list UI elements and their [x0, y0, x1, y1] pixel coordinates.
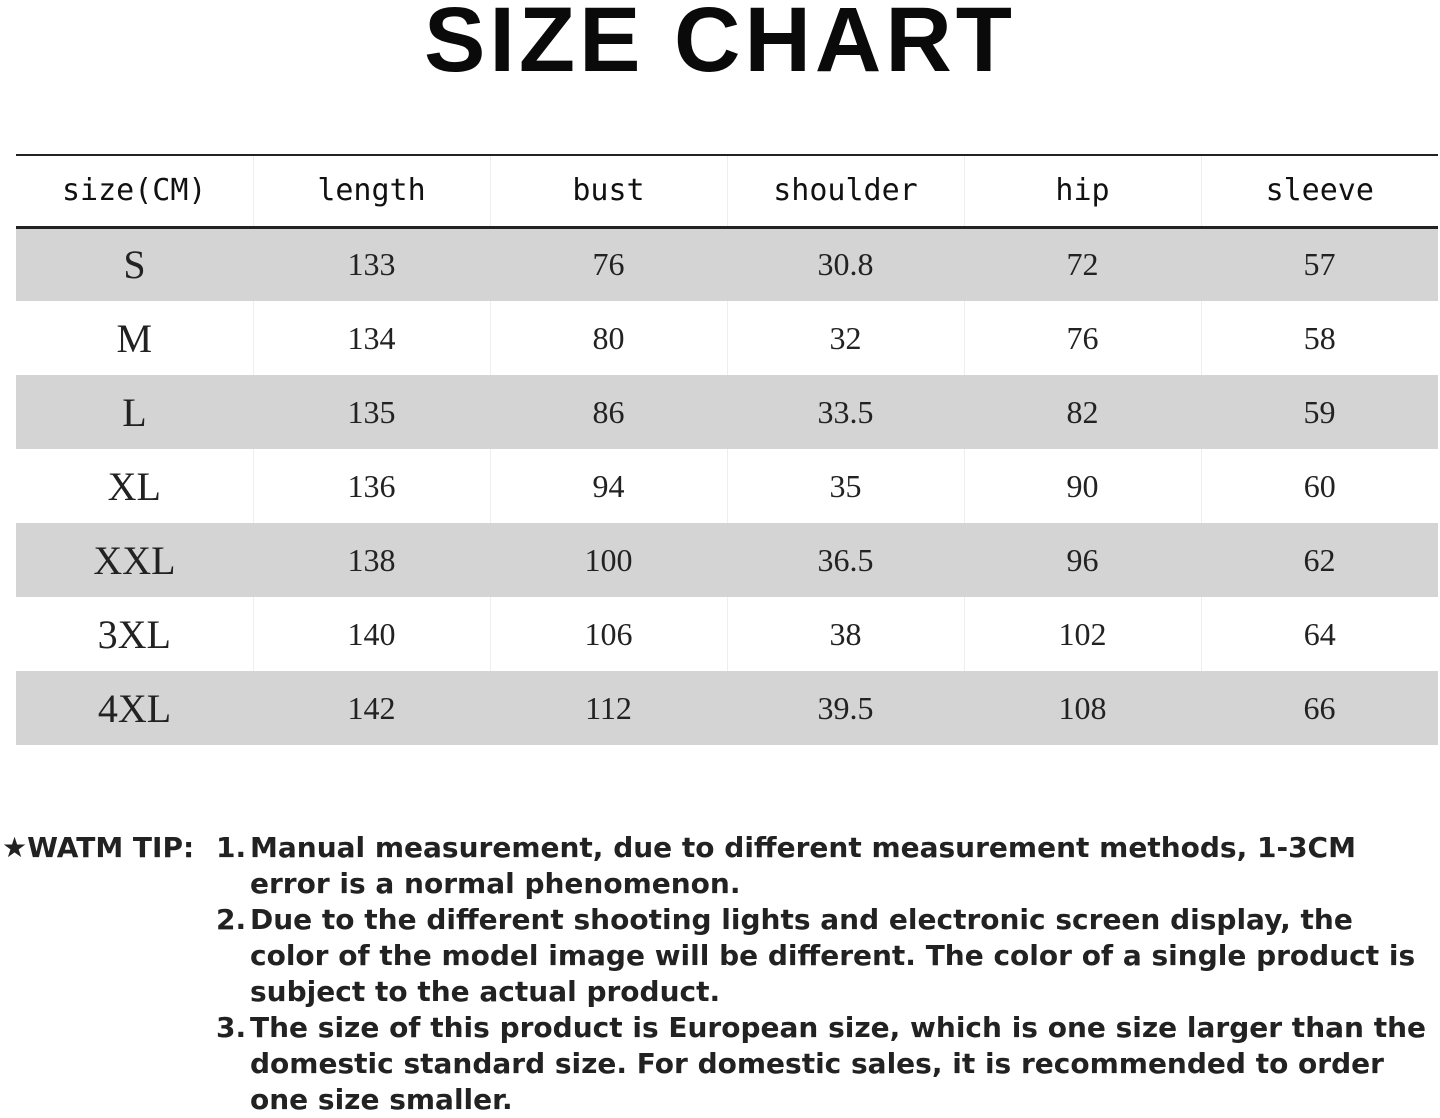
column-header-bust: bust: [490, 155, 727, 227]
hip-cell: 72: [1066, 246, 1099, 283]
tip-item: [216, 902, 1426, 1010]
size-cell: S: [123, 242, 146, 288]
hip-cell: 90: [964, 449, 1201, 523]
column-header-shoulder: shoulder: [727, 155, 964, 227]
bust-cell: 112: [585, 689, 632, 726]
tip-text: Due to the different shooting lights and electronic screen display, the color of the model image will be different. The color of a single product is subject to the actual product.: [250, 903, 1416, 1008]
length-cell: 136: [253, 449, 490, 523]
size-table: [16, 154, 1438, 745]
shoulder-cell: 32: [727, 301, 964, 375]
size-cell: 3XL: [16, 597, 253, 671]
table-row: [16, 523, 1438, 597]
length-cell: 138: [347, 541, 396, 578]
size-cell: 4XL: [97, 685, 172, 731]
column-header-hip: hip: [964, 155, 1201, 227]
table-row: [16, 597, 1438, 671]
shoulder-cell: 39.5: [817, 689, 874, 726]
size-cell: XXL: [93, 537, 176, 583]
tip-item: [216, 1010, 1426, 1118]
bust-cell: 86: [592, 393, 625, 430]
size-cell: XL: [16, 449, 253, 523]
hip-cell: 102: [964, 597, 1201, 671]
shoulder-cell: 36.5: [817, 541, 874, 578]
length-cell: 133: [347, 246, 396, 283]
hip-cell: 76: [964, 301, 1201, 375]
sleeve-cell: 64: [1303, 615, 1336, 652]
table-row: [16, 227, 1438, 301]
sleeve-cell: 58: [1303, 319, 1336, 356]
bust-cell: 76: [592, 246, 625, 283]
tip-label: ★WATM TIP:: [2, 831, 195, 864]
hip-cell: 108: [1058, 689, 1107, 726]
hip-cell: 96: [1066, 541, 1099, 578]
table-row: [16, 375, 1438, 449]
tip-number: 2.: [216, 903, 247, 936]
page-title: SIZE CHART: [424, 0, 1016, 91]
shoulder-cell: 33.5: [817, 393, 874, 430]
tip-list: [216, 830, 1426, 1118]
size-cell: L: [122, 389, 147, 435]
hip-cell: 82: [1066, 393, 1099, 430]
sleeve-cell: 60: [1303, 467, 1336, 504]
tip-text: The size of this product is European size, which is one size larger than the domestic standard size. For domestic sales, it is recommended to order one size smaller.: [250, 1011, 1427, 1116]
length-cell: 140: [253, 597, 490, 671]
tip-number: 1.: [216, 831, 247, 864]
sleeve-cell: 66: [1303, 689, 1336, 726]
sleeve-cell: 57: [1303, 246, 1336, 283]
table-row: [16, 301, 1438, 375]
table-row: [16, 671, 1438, 745]
tip-text: Manual measurement, due to different measurement methods, 1-3CM error is a normal phenomenon.: [250, 831, 1356, 900]
table-row: [16, 449, 1438, 523]
column-header-sleeve: sleeve: [1201, 155, 1438, 227]
size-cell: M: [16, 301, 253, 375]
shoulder-cell: 38: [727, 597, 964, 671]
column-header-length: length: [253, 155, 490, 227]
bust-cell: 106: [490, 597, 727, 671]
header-row: [16, 155, 1438, 227]
shoulder-cell: 35: [727, 449, 964, 523]
tip-item: [216, 830, 1426, 902]
column-header-size: size(CM): [16, 155, 253, 227]
tip-number: 3.: [216, 1011, 247, 1044]
length-cell: 135: [347, 393, 396, 430]
sleeve-cell: 59: [1303, 393, 1336, 430]
bust-cell: 100: [584, 541, 633, 578]
bust-cell: 94: [490, 449, 727, 523]
length-cell: 142: [347, 689, 396, 726]
shoulder-cell: 30.8: [817, 246, 874, 283]
length-cell: 134: [253, 301, 490, 375]
sleeve-cell: 62: [1303, 541, 1336, 578]
bust-cell: 80: [490, 301, 727, 375]
